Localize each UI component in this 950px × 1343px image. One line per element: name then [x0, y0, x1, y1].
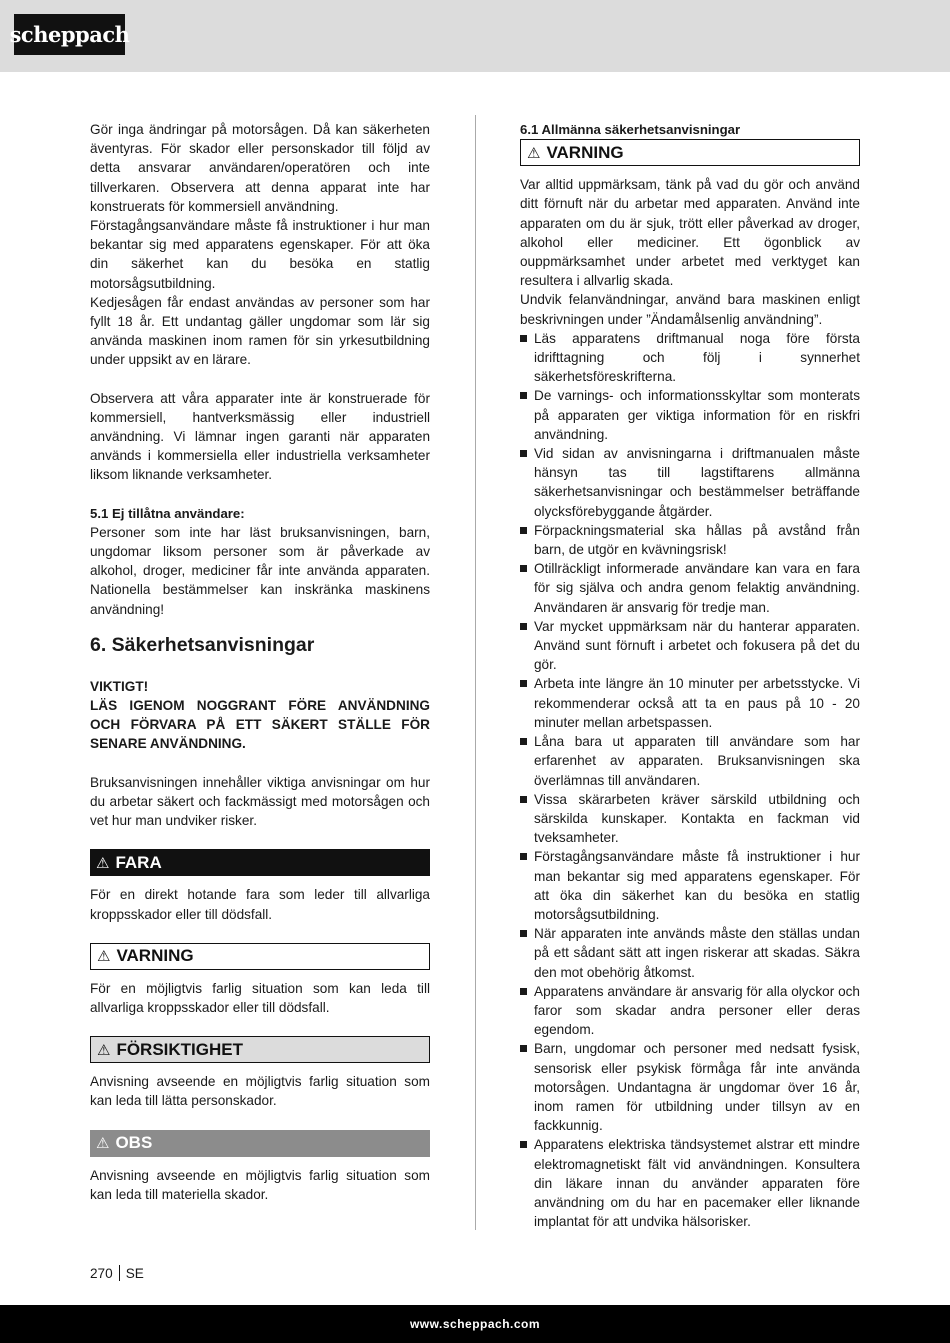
- danger-text: För en direkt hotande fara som leder till allvarliga kroppsskador eller till dödsfall.: [90, 887, 430, 922]
- column-divider: [475, 115, 476, 1230]
- warning-box: [90, 943, 430, 970]
- intro-paragraph-3: Kedjesågen får endast användas av personer som har fyllt 18 år. Ett undantag gäller ungdomar som lär sig använda maskinen inom ramen för sin yrkesutbildning under uppsikt av en lärare.: [90, 294, 430, 368]
- left-column: [90, 120, 430, 1204]
- warning-triangle-icon: ⚠: [527, 144, 541, 162]
- language-code: SE: [125, 1265, 144, 1281]
- general-warning-box: [520, 139, 860, 166]
- list-item: Läs apparatens driftmanual noga före första idrifttagning och följ i synnerhet säkerhetsföreskrifterna.: [520, 329, 860, 387]
- notice-label: OBS: [115, 1133, 153, 1153]
- intro-paragraph-4: Observera att våra apparater inte är konstruerade för kommersiell, hantverksmässig eller industriell användning. Vi lämnar ingen garanti när apparaten används i kommersiella eller industriella verksamheter liksom liknande verksamheter.: [90, 390, 430, 483]
- scheppach-logo: scheppach: [14, 14, 125, 55]
- list-item: Förpackningsmaterial ska hållas på avstånd från barn, de utgör en kvävningsrisk!: [520, 521, 860, 559]
- footer-band: [0, 1305, 950, 1343]
- section-5-1-heading: 5.1 Ej tillåtna användare:: [90, 505, 245, 521]
- list-item: De varnings- och informationsskyltar som monterats på apparaten ger viktiga information för en riskfri användning.: [520, 386, 860, 444]
- warning-text: För en möjligtvis farlig situation som kan leda till allvarliga kroppsskador eller till dödsfall.: [90, 980, 430, 1015]
- list-item: Otillräckligt informerade användare kan vara en fara för sig själva och andra genom felaktig användning. Användaren är ansvarig för tredje man.: [520, 559, 860, 617]
- intro-paragraph-1: Gör inga ändringar på motorsågen. Då kan säkerheten äventyras. För skador eller personskador till följd av detta ansvarar användaren/operatören och inte tillverkaren. Observera att denna apparat inte har konstruerats för kommersiell användning.: [90, 122, 430, 214]
- section-6-1-heading: 6.1 Allmänna säkerhetsanvisningar: [520, 122, 741, 137]
- caution-label: FÖRSIKTIGHET: [116, 1039, 244, 1059]
- misuse-text: Undvik felanvändningar, använd bara maskinen enligt beskrivningen under ”Ändamålsenlig användning”.: [520, 292, 860, 327]
- list-item: När apparaten inte används måste den ställas undan på ett sådant sätt att ingen riskerar att skadas. Säkra den mot obehörig åtkomst.: [520, 924, 860, 982]
- general-warning-text: Var alltid uppmärksam, tänk på vad du gör och använd ditt förnuft när du arbetar med apparaten. Använd inte apparaten om du är sjuk, trött eller påverkad av droger, alkohol eller mediciner. Ett ögonblick av ouppmärksamhet under arbetet med verktyget kan resultera i allvarlig skada.: [520, 177, 860, 289]
- intro-paragraph-2: Förstagångsanvändare måste få instruktioner i hur man bekantar sig med apparatens egenskaper. För att öka din säkerhet kan du besöka en statlig motorsågsutbildning.: [90, 218, 430, 291]
- website-link[interactable]: www.scheppach.com: [409, 1317, 541, 1331]
- section-5-1-text: Personer som inte har läst bruksanvisningen, barn, ungdomar liksom personer som är påverkade av alkohol, droger, mediciner får inte använda apparaten. Nationella bestämmelser kan inskränka maskinens användning!: [90, 524, 430, 617]
- warning-triangle-icon: ⚠: [97, 1041, 111, 1059]
- warning-label: VARNING: [116, 946, 194, 966]
- warning-triangle-icon: ⚠: [96, 854, 110, 872]
- list-item: Barn, ungdomar och personer med nedsatt fysisk, sensorisk eller psykisk förmåga får inte använda motorsågen. Undantagna är ungdomar över 16 år, inom ramen för utbildning under tillsyn av en fackkunnig.: [520, 1039, 860, 1135]
- danger-box: [90, 849, 430, 876]
- page-footer-number: [90, 1265, 144, 1281]
- notice-box: [90, 1130, 430, 1157]
- list-item: Apparatens elektriska tändsystemet alstrar ett mindre elektromagnetiskt fält vid användningen. Konsultera din läkare innan du använder apparaten före användning om du har en pacemaker eller liknande implantat för att undvika hälsorisker.: [520, 1135, 860, 1231]
- list-item: Vid sidan av anvisningarna i driftmanualen måste hänsyn tas till lagstiftarens allmänna säkerhetsanvisningar och bestämmelser beträffande olycksförebyggande åtgärder.: [520, 444, 860, 521]
- manual-info-text: Bruksanvisningen innehåller viktiga anvisningar om hur du arbetar säkert och fackmässigt med motorsågen och vet hur man undviker risker.: [90, 774, 430, 829]
- list-item: Arbeta inte längre än 10 minuter per arbetsstycke. Vi rekommenderar också att ta en paus på 10 - 20 minuter mellan arbetspassen.: [520, 674, 860, 732]
- list-item: Var mycket uppmärksam när du hanterar apparaten. Använd sunt förnuft i arbetet och fokusera på det du gör.: [520, 617, 860, 675]
- safety-bullet-list: [520, 329, 860, 1232]
- list-item: Förstagångsanvändare måste få instruktioner i hur man bekantar sig med apparatens egenskaper. För att öka din säkerhet kan du besöka en statlig motorsågsutbildning.: [520, 847, 860, 924]
- caution-text: Anvisning avseende en möjligtvis farlig situation som kan leda till lätta personskador.: [90, 1074, 430, 1109]
- list-item: Låna bara ut apparaten till användare som har erfarenhet av apparaten. Bruksanvisningen ska överlämnas till användaren.: [520, 732, 860, 790]
- list-item: Vissa skärarbeten kräver särskild utbildning och särskilda kunskaper. Kontakta en fackman vid tveksamheter.: [520, 790, 860, 848]
- notice-text: Anvisning avseende en möjligtvis farlig situation som kan leda till materiella skador.: [90, 1167, 430, 1202]
- general-warning-label: VARNING: [546, 142, 624, 162]
- right-column: [520, 120, 860, 1231]
- header-band: [0, 0, 950, 72]
- warning-triangle-icon: ⚠: [97, 948, 111, 966]
- important-notice: LÄS IGENOM NOGGRANT FÖRE ANVÄNDNING OCH FÖRVARA PÅ ETT SÄKERT STÄLLE FÖR SENARE ANVÄNDNING.: [90, 698, 430, 752]
- important-label: VIKTIGT!: [90, 678, 149, 694]
- section-6-heading: 6. Säkerhetsanvisningar: [90, 633, 315, 656]
- caution-box: [90, 1036, 430, 1063]
- warning-triangle-icon: ⚠: [96, 1135, 110, 1153]
- page-number: 270: [90, 1265, 113, 1281]
- danger-label: FARA: [115, 852, 162, 872]
- list-item: Apparatens användare är ansvarig för alla olyckor och faror som skadar andra personer eller deras egendom.: [520, 982, 860, 1040]
